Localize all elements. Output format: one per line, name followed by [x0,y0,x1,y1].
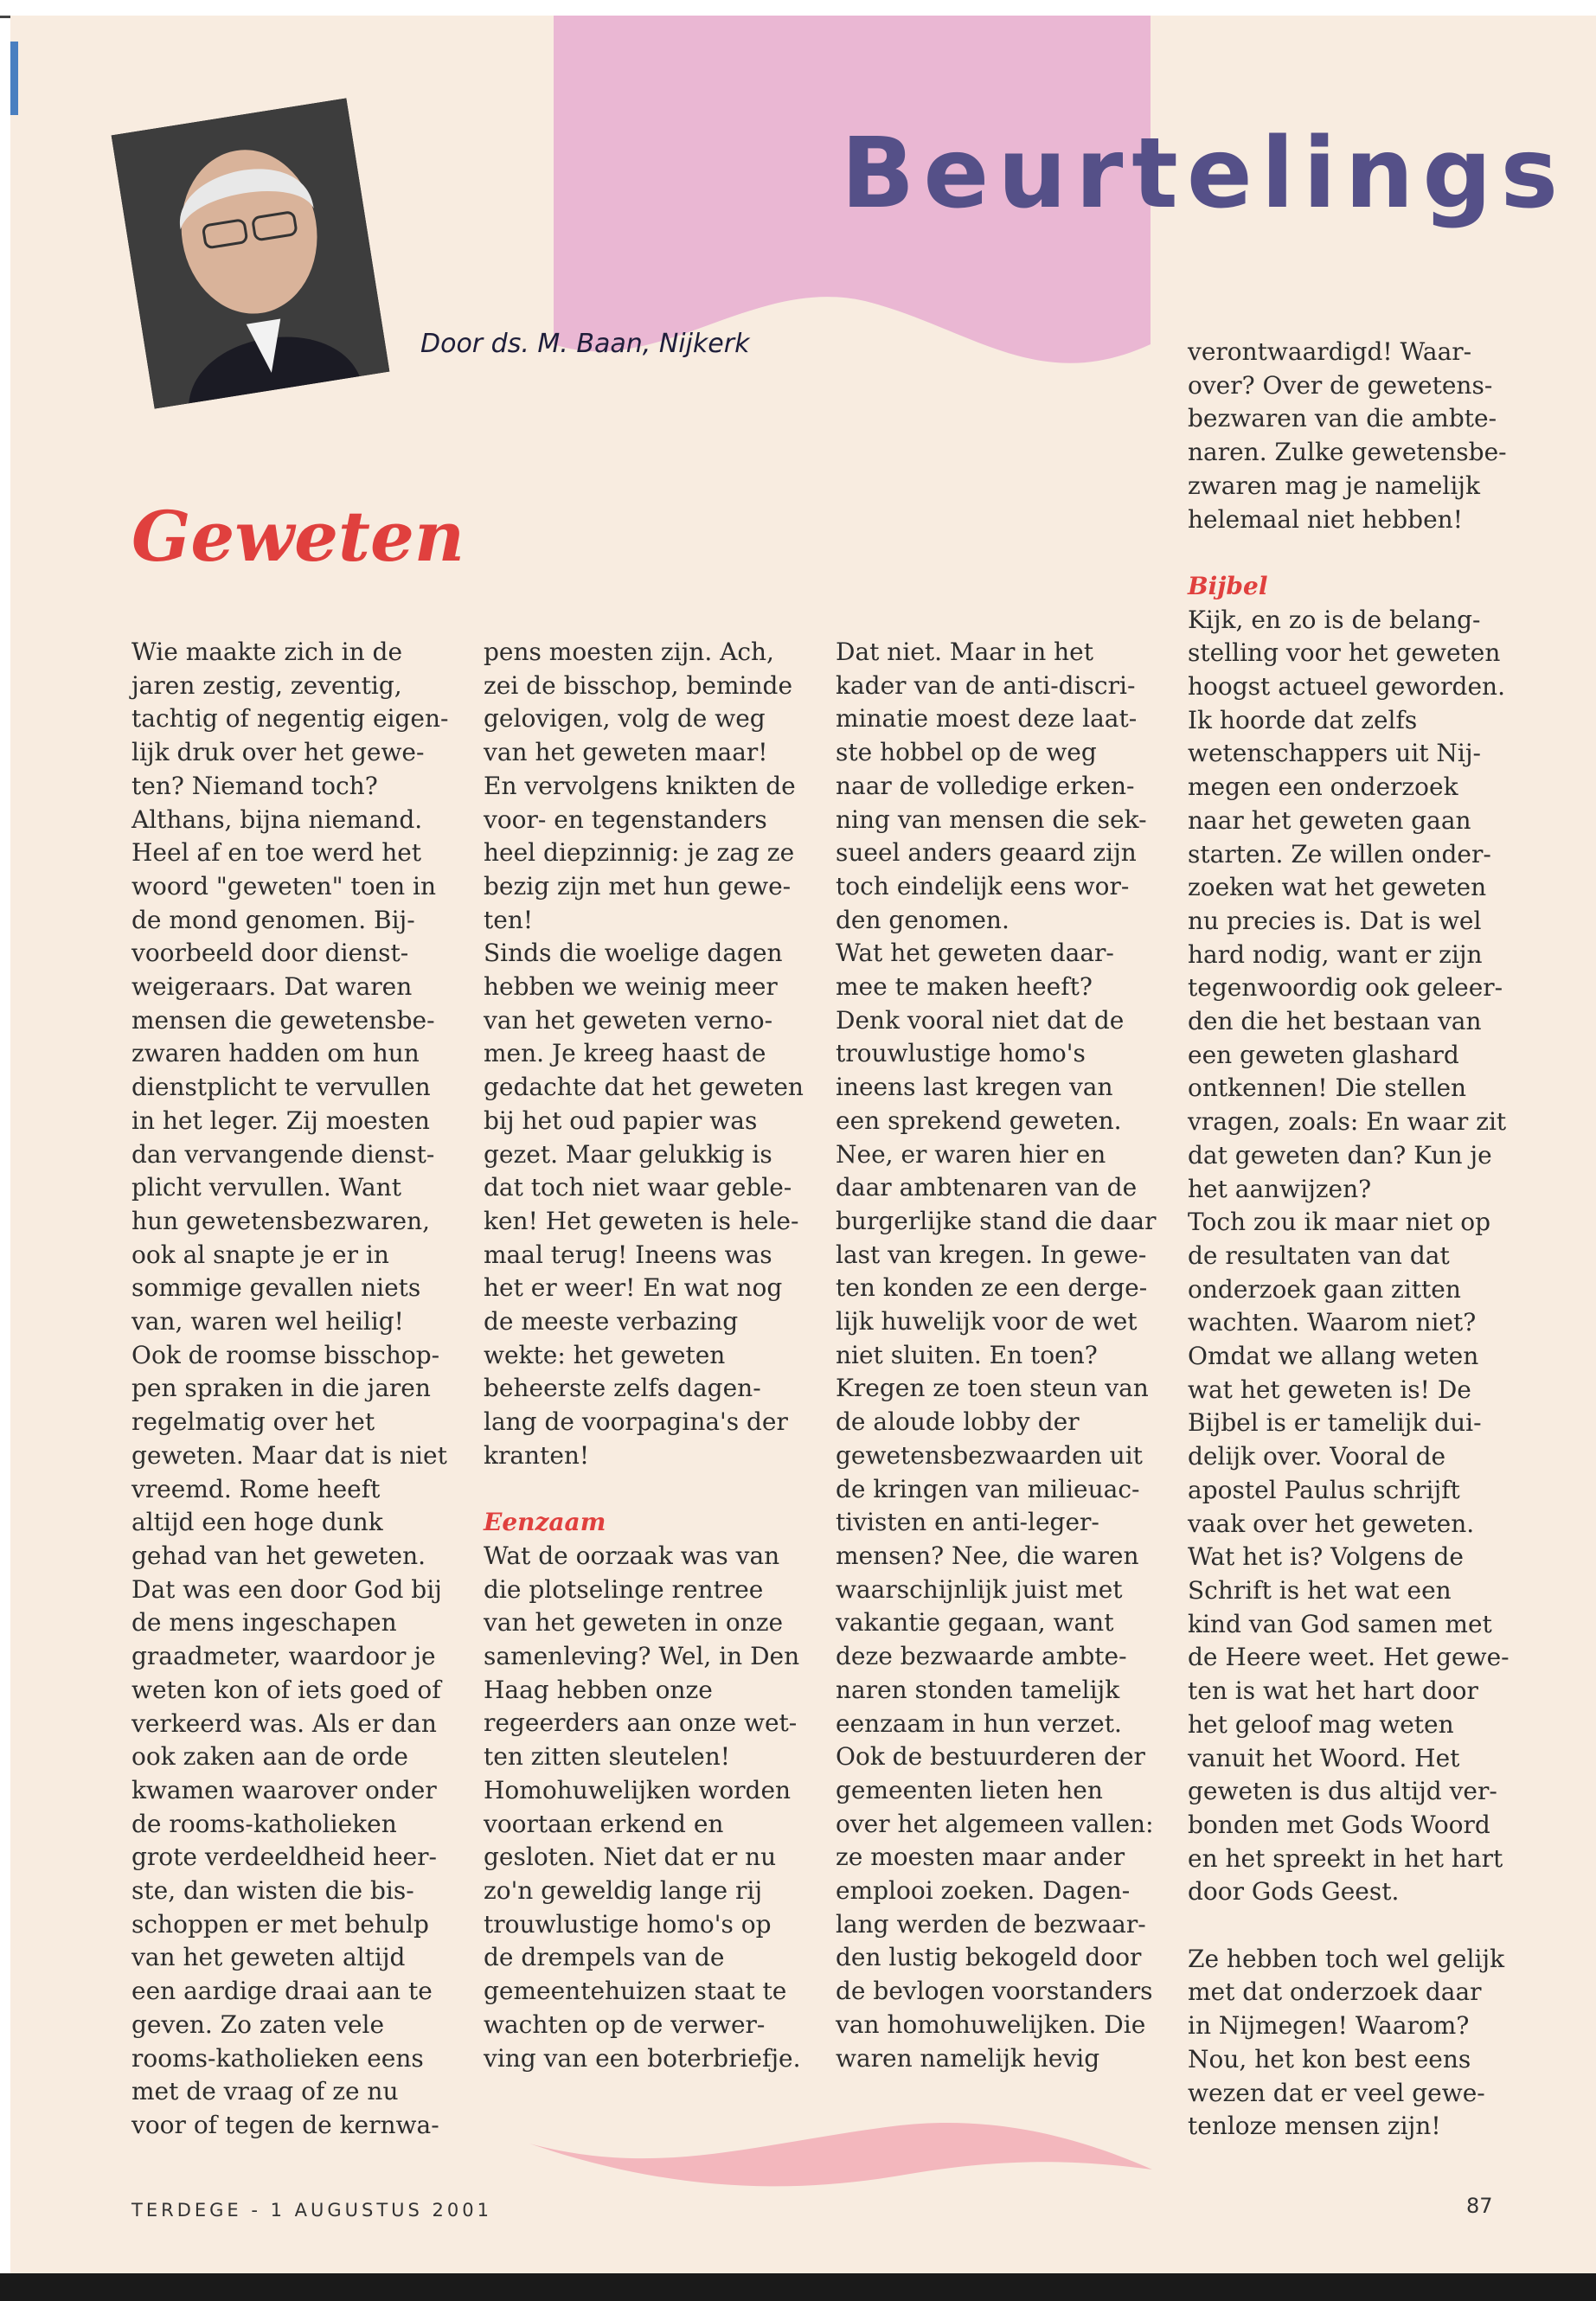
bottom-scan-edge [0,2273,1596,2301]
paragraph: Wat het geweten daar- mee te maken heeft? Denk vooral niet dat de trouwlustige homo's ineens last kregen van een sprekend geweten. Nee, er waren hier en daar ambtenaren van de burgerlijke stand die daar last van kregen. In gewe- ten konden ze een derge- lijk huwelijk voor de wet niet sluiten. En toen? Kregen ze toen steun van de aloude lobby der gewetensbezwaarden uit de kringen van milieuac- tivisten en anti-leger- mensen? Nee, die waren waarschijnlijk juist met vakantie gegaan, want deze bezwaarde ambte- naren stonden tamelijk eenzaam in hun verzet. Ook de bestuurderen der gemeenten lieten hen over het algemeen vallen: ze moesten maar ander emplooi zoeken. Dagen- lang werden de bezwaar- den lustig bekogeld door de bevlogen voorstanders van homohuwelijken. Die waren namelijk hevig [836,939,1157,2073]
subheading-bijbel: Bijbel [1188,571,1268,600]
paragraph: Toch zou ik maar niet op de resultaten van dat onderzoek gaan zitten wachten. Waarom niet? Omdat we allang weten wat het geweten is! De Bijbel is er tamelijk dui- delijk over. Vooral de apostel Paulus schrijft vaak over het geweten. Wat het is? Volgens de Schrift is het wat een kind van God samen met de Heere weet. Het gewe- ten is wat het hart door het geloof mag weten vanuit het Woord. Het geweten is dus altijd ver- bonden met Gods Woord en het spreekt in het hart door Gods Geest. [1188,1208,1509,1907]
text-column-3 [836,636,1164,2075]
paragraph: pens moesten zijn. Ach, zei de bisschop, beminde gelovigen, volg de weg van het geweten maar! En vervolgens knikten de voor- en tegenstanders heel diepzinnig: je zag ze bezig zijn met hun gewe- ten! [484,638,796,934]
left-edge-mark [10,42,18,115]
paragraph: Ze hebben toch wel gelijk met dat onderzoek daar in Nijmegen! Waarom? Nou, het kon best eens wezen dat er veel gewe- tenloze mensen zijn! [1188,1944,1505,2141]
paragraph: verontwaardigd! Waar- over? Over de gewetens- bezwaren van die ambte- naren. Zulke gewetensbe- zwaren mag je namelijk helemaal niet hebben! [1188,337,1507,534]
text-column-4 [1188,336,1516,2144]
article-headline: Geweten [131,496,465,577]
page-number: 87 [1466,2194,1493,2218]
paragraph: Sinds die woelige dagen hebben we weinig meer van het geweten verno- men. Je kreeg haast de gedachte dat het geweten bij het oud papier was gezet. Maar gelukkig is dat toch niet waar geble- ken! Het geweten is hele- maal terug! Ineens was het er weer! En wat nog de meeste verbazing wekte: het geweten beheerste zelfs dagen- lang de voorpagina's der kranten! [484,939,804,1470]
pink-wave-decoration [529,2109,1152,2204]
byline: Door ds. M. Baan, Nijkerk [420,329,750,359]
magazine-page [10,16,1596,2291]
subheading-eenzaam: Eenzaam [484,1508,606,1537]
paragraph: Wie maakte zich in de jaren zestig, zeventig, tachtig of negentig eigen- lijk druk over het gewe- ten? Niemand toch? Althans, bijna niemand. Heel af en toe werd het woord "geweten" toen in de mond genomen. Bij- voorbeeld door dienst- weigeraars. Dat waren mensen die gewetensbe- zwaren hadden om hun dienstplicht te vervullen in het leger. Zij moesten dan vervangende dienst- plicht vervullen. Want hun gewetensbezwaren, ook al snapte je er in sommige gevallen niets van, waren wel heilig! Ook de roomse bisschop- pen spraken in die jaren regelmatig over het geweten. Maar dat is niet vreemd. Rome heeft altijd een hoge dunk gehad van het geweten. Dat was een door God bij de mens ingeschapen graadmeter, waardoor je weten kon of iets goed of verkeerd was. Als er dan ook zaken aan de orde kwamen waarover onder de rooms-katholieken grote verdeeldheid heer- ste, dan wisten die bis- schoppen er met behulp van het geweten altijd een aardige draai aan te geven. Zo zaten vele rooms-katholieken eens met de vraag of ze nu voor of tegen de kernwa- [131,638,449,2139]
text-column-1 [131,636,460,2143]
column-title: Beurtelings [841,118,1567,230]
text-column-2 [484,636,812,2075]
paragraph: Dat niet. Maar in het kader van de anti-discri- minatie moest deze laat- ste hobbel op de weg naar de volledige erken- ning van mensen die sek- sueel anders geaard zijn toch eindelijk eens wor- den genomen. [836,638,1147,934]
footer-publication: TERDEGE - 1 AUGUSTUS 2001 [131,2200,492,2221]
paragraph: Wat de oorzaak was van die plotselinge rentree van het geweten in onze samenleving? Wel, in Den Haag hebben onze regeerders aan onze wet- ten zitten sleutelen! Homohuwelijken worden voortaan erkend en gesloten. Niet dat er nu zo'n geweldig lange rij trouwlustige homo's op de drempels van de gemeentehuizen staat te wachten op de verwer- ving van een boterbriefje. [484,1541,801,2073]
author-photo [112,98,390,408]
paragraph: Kijk, en zo is de belang- stelling voor het geweten hoogst actueel geworden. Ik hoorde dat zelfs wetenschappers uit Nij- megen een onderzoek naar het geweten gaan starten. Ze willen onder- zoeken wat het geweten nu precies is. Dat is wel hard nodig, want er zijn tegenwoordig ook geleer- den die het bestaan van een geweten glashard ontkennen! Die stellen vragen, zoals: En waar zit dat geweten dan? Kun je het aanwijzen? [1188,605,1507,1203]
